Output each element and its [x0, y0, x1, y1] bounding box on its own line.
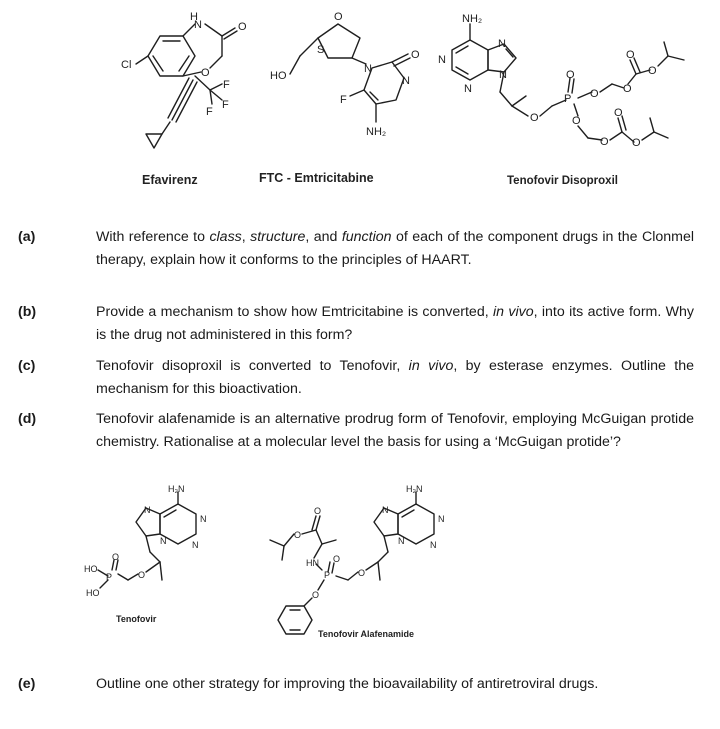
- atom-label: O: [614, 107, 623, 119]
- tenofovir-disoproxil-structure: [452, 24, 684, 142]
- atom-label: Cl: [121, 59, 132, 71]
- atom-label: N: [499, 69, 507, 81]
- atom-label: O: [600, 136, 609, 148]
- atom-label: N: [200, 514, 207, 524]
- atom-label: P: [324, 570, 331, 580]
- atom-label: HO: [86, 588, 100, 598]
- atom-label: O: [201, 67, 210, 79]
- atom-label: N: [430, 540, 437, 550]
- atom-label: O: [358, 568, 366, 578]
- atom-label: N: [364, 63, 372, 75]
- atom-label: O: [312, 590, 320, 600]
- question-label: (e): [18, 676, 36, 692]
- atom-label: O: [590, 88, 599, 100]
- atom-label: O: [294, 530, 302, 540]
- efavirenz-structure: [136, 24, 237, 148]
- question-text: Tenofovir alafenamide is an alternative prodrug form of Tenofovir, employing McGuigan protide chemistry. Rationalise at a molecular level the basis for using a ‘McGuigan protide’?: [96, 411, 694, 451]
- atom-label: N: [194, 19, 202, 31]
- atom-label: F: [340, 94, 347, 106]
- atom-label: N: [144, 505, 151, 515]
- atom-label: N: [438, 54, 446, 66]
- caption-tenofovir: Tenofovir: [116, 614, 157, 624]
- atom-label: O: [648, 65, 657, 77]
- atom-label: HO: [84, 564, 98, 574]
- atom-label: O: [566, 69, 575, 81]
- atom-label: N: [498, 38, 506, 50]
- atom-label: O: [112, 552, 120, 562]
- atom-label: N: [402, 75, 410, 87]
- atom-label: P: [564, 93, 572, 105]
- atom-label: O: [623, 83, 632, 95]
- atom-label: O: [632, 137, 641, 149]
- question-text: With reference to class, structure, and function of each of the component drugs in the Clonmel therapy, explain how it conforms to the principles of HAART.: [96, 229, 694, 269]
- atom-label: F: [223, 79, 230, 91]
- atom-label: O: [626, 49, 635, 61]
- question-label: (a): [18, 229, 36, 245]
- atom-label: O: [411, 49, 420, 61]
- caption-efavirenz: Efavirenz: [142, 173, 198, 187]
- atom-label: F: [206, 106, 213, 118]
- atom-label: H₂N: [406, 484, 423, 494]
- atom-label: O: [572, 115, 581, 127]
- atom-label: N: [160, 536, 167, 546]
- caption-tenofovir-disoproxil: Tenofovir Disoproxil: [507, 175, 618, 187]
- question-text: Tenofovir disoproxil is converted to Tenofovir, in vivo, by esterase enzymes. Outline the mechanism for this bioactivation.: [96, 358, 695, 398]
- atom-label: H: [190, 11, 198, 23]
- atom-label: NH₂: [462, 13, 483, 25]
- atom-label: HO: [270, 70, 287, 82]
- atom-label: N: [382, 505, 389, 515]
- caption-emtricitabine: FTC - Emtricitabine: [259, 171, 374, 185]
- atom-label: P: [106, 572, 113, 582]
- question-label: (c): [18, 358, 36, 374]
- atom-label: N: [398, 536, 405, 546]
- atom-label: O: [333, 554, 341, 564]
- tenofovir-alafenamide-structure: [270, 492, 434, 634]
- atom-label: O: [314, 506, 322, 516]
- atom-label: H₂N: [168, 484, 185, 494]
- atom-label: N: [438, 514, 445, 524]
- emtricitabine-structure: [290, 24, 410, 122]
- atom-label: O: [530, 112, 539, 124]
- atom-label: NH₂: [366, 126, 387, 138]
- question-label: (b): [18, 304, 37, 320]
- question-text: Provide a mechanism to show how Emtricitabine is converted, in vivo, into its active form. Why is the drug not administered in this form?: [96, 304, 695, 344]
- atom-label: O: [138, 570, 146, 580]
- caption-tenofovir-alafenamide: Tenofovir Alafenamide: [318, 629, 415, 639]
- atom-label: F: [222, 99, 229, 111]
- question-label: (d): [18, 411, 37, 427]
- atom-label: N: [464, 83, 472, 95]
- atom-label: N: [192, 540, 199, 550]
- atom-label: O: [238, 21, 247, 33]
- atom-label: O: [334, 11, 343, 23]
- atom-label: S: [317, 44, 325, 56]
- atom-label: HN: [306, 558, 319, 568]
- question-text: Outline one other strategy for improving the bioavailability of antiretroviral drugs.: [96, 676, 599, 692]
